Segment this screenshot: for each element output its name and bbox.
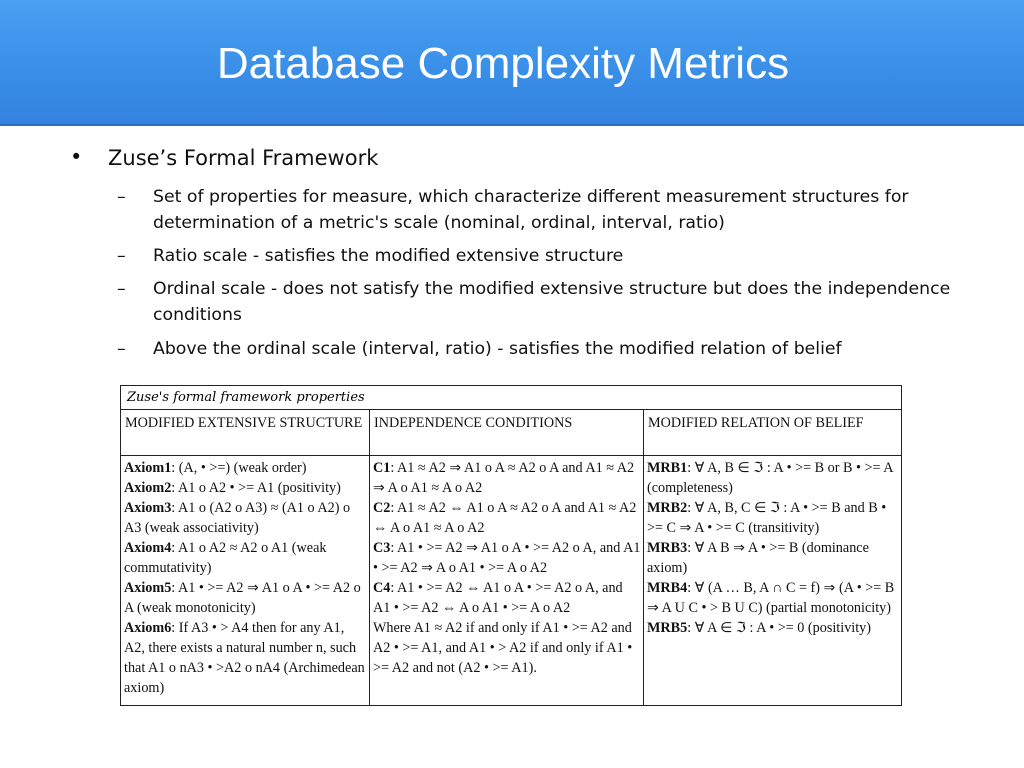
table-cell-entry [124,458,367,478]
entry-label: MRB3 [647,540,688,556]
entry-text: : ∀ A ∈ ℑ : A • >= 0 (positivity) [687,620,871,636]
table-cell-entry [373,458,641,498]
table-column-independence [370,410,644,705]
table-cell-entry [124,618,367,698]
entry-label: C1 [373,460,391,476]
main-bullet-text: Zuse’s Formal Framework [108,146,379,170]
entry-label: Axiom1 [124,460,172,476]
dash-icon: – [117,279,126,299]
entry-text: : ∀ A B ⇒ A • >= B (dominance axiom) [647,540,869,576]
table-cell-entry [647,458,899,498]
column-body [121,456,369,698]
entry-label: MRB2 [647,500,688,516]
column-body [644,456,901,638]
entry-label: Axiom4 [124,540,172,556]
entry-text: : A1 o A2 ≈ A2 o A1 (weak commutativity) [124,540,327,576]
table-cell-entry [647,498,899,538]
table-caption: Zuse's formal framework properties [121,386,901,410]
zuse-properties-table [120,385,902,706]
entry-text: : A1 • >= A2 ⇒ A1 o A • >= A2 o A (weak monotonicity) [124,580,361,616]
table-cell-entry [647,538,899,578]
entry-text: : A1 ≈ A2 ⇒ A1 o A ≈ A2 o A and A1 ≈ A2 ⇒ A o A1 ≈ A o A2 [373,460,635,496]
column-header: MODIFIED EXTENSIVE STRUCTURE [121,410,369,456]
entry-text: : A1 o A2 • >= A1 (positivity) [171,480,341,496]
bullet-dot-icon: • [70,145,83,169]
entry-text: : A1 o (A2 o A3) ≈ (A1 o A2) o A3 (weak associativity) [124,500,351,536]
column-header: MODIFIED RELATION OF BELIEF [644,410,901,456]
entry-label: MRB5 [647,620,688,636]
entry-text: : A1 ≈ A2 ⇔ A1 o A ≈ A2 o A and A1 ≈ A2 ⇔ A o A1 ≈ A o A2 [373,500,637,536]
entry-label: Axiom3 [124,500,172,516]
entry-text: : A1 • >= A2 ⇔ A1 o A • >= A2 o A, and A1 • >= A2 ⇔ A o A1 • >= A o A2 [373,580,623,616]
entry-label: Axiom5 [124,580,172,596]
column-body [370,456,643,678]
dash-icon: – [117,339,126,359]
entry-text: Where A1 ≈ A2 if and only if A1 • >= A2 and A2 • >= A1, and A1 • > A2 if and only if A1 • >= A2 and not (A2 • >= A1). [373,620,633,676]
entry-label: MRB1 [647,460,688,476]
entry-label: C3 [373,540,391,556]
slide-title: Database Complexity Metrics [216,39,790,88]
entry-text: : ∀ A, B, C ∈ ℑ : A • >= B and B • >= C ⇒ A • >= C (transitivity) [647,500,887,536]
entry-label: C4 [373,580,391,596]
entry-text: : ∀ A, B ∈ ℑ : A • >= B or B • >= A (completeness) [647,460,893,496]
table-cell-entry [373,538,641,578]
entry-label: Axiom6 [124,620,172,636]
table-cell-entry [124,478,367,498]
sub-bullet-text: Ordinal scale - does not satisfy the modified extensive structure but does the independence conditions [153,279,951,325]
sub-bullet-text: Set of properties for measure, which characterize different measurement structures for determination of a metric's scale (nominal, ordinal, interval, ratio) [153,187,909,233]
sub-bullet-text: Above the ordinal scale (interval, ratio) - satisfies the modified relation of belief [153,339,842,359]
entry-label: C2 [373,500,391,516]
entry-label: MRB4 [647,580,688,596]
table-cell-entry [647,578,899,618]
entry-text: : A1 • >= A2 ⇒ A1 o A • >= A2 o A, and A1 • >= A2 ⇒ A o A1 • >= A o A2 [373,540,641,576]
table-cell-entry [124,578,367,618]
entry-text: : (A, • >=) (weak order) [171,460,307,476]
table-cell-entry [373,578,641,618]
table-column-belief [644,410,901,705]
table-column-extensive [121,410,370,705]
title-bar [0,0,1024,126]
dash-icon: – [117,246,126,266]
table-cell-entry [124,538,367,578]
table-cell-entry [373,618,641,678]
table-cell-entry [647,618,899,638]
entry-text: : If A3 • > A4 then for any A1, A2, there exists a natural number n, such that A1 o nA3 • >A2 o nA4 (Archimedean axiom) [124,620,365,696]
column-header: INDEPENDENCE CONDITIONS [370,410,643,456]
table-cell-entry [124,498,367,538]
table-cell-entry [373,498,641,538]
dash-icon: – [117,187,126,207]
entry-label: Axiom2 [124,480,172,496]
sub-bullet-text: Ratio scale - satisfies the modified extensive structure [153,246,624,266]
entry-text: : ∀ (A … B, A ∩ C = f) ⇒ (A • >= B ⇒ A U C • > B U C) (partial monotonicity) [647,580,895,616]
